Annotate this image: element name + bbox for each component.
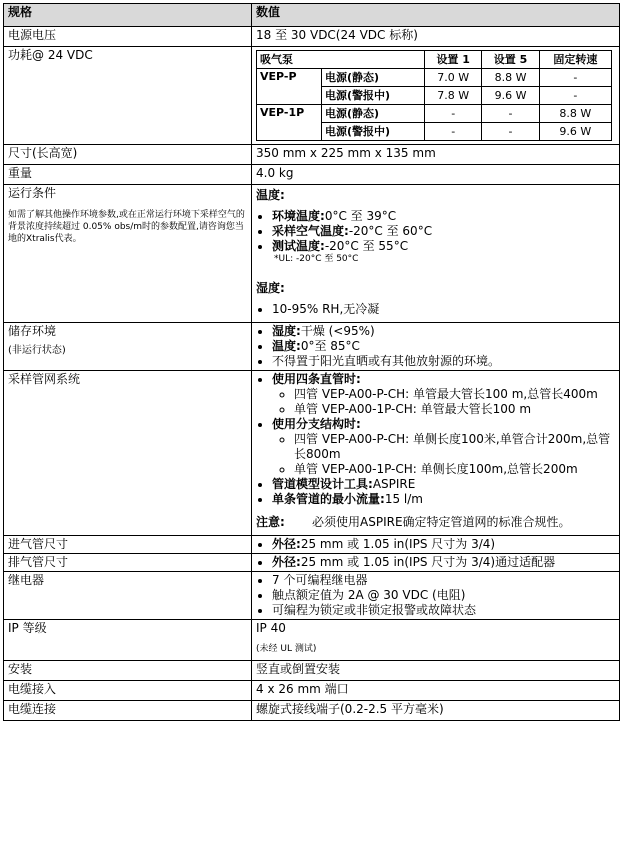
list-item xyxy=(272,372,615,417)
spacer xyxy=(256,265,615,279)
list-item xyxy=(272,417,615,477)
row-ip xyxy=(4,620,620,661)
power-value: - xyxy=(482,105,539,123)
power-header-fixed: 固定转速 xyxy=(539,51,611,69)
list-item: ◦ 单管 VEP-A00-1P-CH: 单管最大管长100 m xyxy=(294,402,615,417)
flow-label: 单条管道的最小流量: xyxy=(272,492,385,506)
value-size: 350 mm x 225 mm x 135 mm xyxy=(252,145,620,165)
value-power xyxy=(252,47,620,145)
power-model-vep-p: VEP-P xyxy=(257,69,322,105)
ul-note: *UL: -20°C 至 50°C xyxy=(274,254,359,264)
label-cable-in: 电缆接入 xyxy=(4,681,252,701)
inlet-list xyxy=(256,537,615,552)
label-storage: 储存环境 xyxy=(8,324,57,338)
row-cable-conn xyxy=(4,701,620,721)
list-item: ◦ 四管 VEP-A00-P-CH: 单侧长度100米,单管合计200m,总管长800m xyxy=(294,432,615,462)
branch-list xyxy=(272,432,615,477)
label-size: 尺寸(长高宽) xyxy=(4,145,252,165)
list-item xyxy=(272,339,615,354)
exhaust-od-label: 外径: xyxy=(272,555,301,569)
power-header-setting1: 设置 1 xyxy=(425,51,482,69)
label-storage-cell xyxy=(4,323,252,371)
list-item: • 不得置于阳光直晒或有其他放射源的环境。 xyxy=(272,354,615,369)
power-mode: 电源(静态) xyxy=(322,69,425,87)
list-item xyxy=(272,239,615,265)
exhaust-list xyxy=(256,555,615,570)
power-value: 9.6 W xyxy=(482,87,539,105)
power-value: 9.6 W xyxy=(539,123,611,141)
spacer xyxy=(256,317,615,321)
value-pipe xyxy=(252,371,620,536)
ambient-value: 0°C 至 39°C xyxy=(324,209,397,223)
row-inlet xyxy=(4,536,620,554)
list-item xyxy=(272,492,615,507)
pipe-note xyxy=(256,515,615,530)
list-item xyxy=(272,324,615,339)
storage-humidity-label: 湿度: xyxy=(272,324,301,338)
power-mode: 电源(警报中) xyxy=(322,87,425,105)
label-pipe: 采样管网系统 xyxy=(4,371,252,536)
header-value: 数值 xyxy=(252,4,620,27)
storage-humidity-value: 干燥 (<95%) xyxy=(300,324,375,338)
row-operating xyxy=(4,185,620,323)
model-value: ASPIRE xyxy=(372,477,416,491)
label-operating-cell xyxy=(4,185,252,323)
label-operating: 运行条件 xyxy=(8,186,57,200)
value-inlet xyxy=(252,536,620,554)
value-operating xyxy=(252,185,620,323)
spec-table xyxy=(3,3,620,721)
row-pipe xyxy=(4,371,620,536)
power-header-row xyxy=(257,51,612,69)
list-item xyxy=(272,209,615,224)
power-value: - xyxy=(425,105,482,123)
power-value: - xyxy=(539,87,611,105)
power-mode: 电源(静态) xyxy=(322,105,425,123)
power-value: 8.8 W xyxy=(539,105,611,123)
value-cable-in: 4 x 26 mm 端口 xyxy=(252,681,620,701)
note-label: 注意: xyxy=(256,515,285,529)
label-exhaust: 排气管尺寸 xyxy=(4,554,252,572)
storage-temp-label: 温度: xyxy=(272,339,301,353)
pipe-list xyxy=(256,372,615,507)
value-exhaust xyxy=(252,554,620,572)
row-weight xyxy=(4,165,620,185)
test-label: 测试温度: xyxy=(272,239,325,253)
power-row xyxy=(257,105,612,123)
header-spec: 规格 xyxy=(4,4,252,27)
list-item xyxy=(272,555,615,570)
relay-list xyxy=(256,573,615,618)
value-voltage: 18 至 30 VDC(24 VDC 标称) xyxy=(252,27,620,47)
humidity-heading: 湿度: xyxy=(256,281,285,295)
power-header-setting5: 设置 5 xyxy=(482,51,539,69)
list-item: ◦ 四管 VEP-A00-P-CH: 单管最大管长100 m,总管长400m xyxy=(294,387,615,402)
value-install: 竖直或倒置安装 xyxy=(252,661,620,681)
storage-temp-value: 0°至 85°C xyxy=(300,339,360,353)
row-install xyxy=(4,661,620,681)
power-model-vep-1p: VEP-1P xyxy=(257,105,322,141)
value-ip-cell xyxy=(252,620,620,661)
sampled-value: -20°C 至 60°C xyxy=(348,224,433,238)
power-row xyxy=(257,69,612,87)
power-header-pump: 吸气泵 xyxy=(257,51,425,69)
ambient-label: 环境温度: xyxy=(272,209,325,223)
sampled-label: 采样空气温度: xyxy=(272,224,349,238)
power-value: - xyxy=(425,123,482,141)
temp-list xyxy=(256,209,615,265)
list-item: • 7 个可编程继电器 xyxy=(272,573,615,588)
power-value: - xyxy=(482,123,539,141)
list-item xyxy=(272,224,615,239)
power-table xyxy=(256,50,612,141)
value-storage xyxy=(252,323,620,371)
row-cable-in xyxy=(4,681,620,701)
power-value: 7.8 W xyxy=(425,87,482,105)
value-relay xyxy=(252,572,620,620)
storage-list xyxy=(256,324,615,369)
label-install: 安装 xyxy=(4,661,252,681)
list-item: • 可编程为锁定或非锁定报警或故障状态 xyxy=(272,603,615,618)
row-exhaust xyxy=(4,554,620,572)
header-row xyxy=(4,4,620,27)
row-relay xyxy=(4,572,620,620)
spacer xyxy=(256,530,615,534)
note-value: 必须使用ASPIRE确定特定管道网的标准合规性。 xyxy=(312,515,571,529)
temp-heading: 温度: xyxy=(256,188,285,202)
label-voltage: 电源电压 xyxy=(4,27,252,47)
power-value: - xyxy=(539,69,611,87)
four-pipe-label: 使用四条直管时: xyxy=(272,372,361,386)
four-pipe-list xyxy=(272,387,615,417)
test-value: -20°C 至 55°C xyxy=(324,239,409,253)
label-power: 功耗@ 24 VDC xyxy=(4,47,252,145)
storage-sublabel: (非运行状态) xyxy=(8,345,66,356)
operating-note: 如需了解其他操作环境参数,或在正常运行环境下采样空气的背景浓度持续超过 0.05% obs/m时的参数配置,请咨询您当地的Xtralis代表。 xyxy=(8,210,245,244)
label-relay: 继电器 xyxy=(4,572,252,620)
row-power xyxy=(4,47,620,145)
exhaust-value: 25 mm 或 1.05 in(IPS 尺寸为 3/4)通过适配器 xyxy=(300,555,556,569)
inlet-value: 25 mm 或 1.05 in(IPS 尺寸为 3/4) xyxy=(300,537,496,551)
power-mode: 电源(警报中) xyxy=(322,123,425,141)
label-weight: 重量 xyxy=(4,165,252,185)
list-item: • 10-95% RH,无冷凝 xyxy=(272,302,615,317)
branch-label: 使用分支结构时: xyxy=(272,417,361,431)
list-item xyxy=(272,477,615,492)
list-item: ◦ 单管 VEP-A00-1P-CH: 单侧长度100m,总管长200m xyxy=(294,462,615,477)
ip-note: (未经 UL 测试) xyxy=(256,644,317,654)
label-inlet: 进气管尺寸 xyxy=(4,536,252,554)
model-label: 管道模型设计工具: xyxy=(272,477,373,491)
label-ip: IP 等级 xyxy=(4,620,252,661)
row-size xyxy=(4,145,620,165)
row-storage xyxy=(4,323,620,371)
power-value: 7.0 W xyxy=(425,69,482,87)
inlet-od-label: 外径: xyxy=(272,537,301,551)
row-voltage xyxy=(4,27,620,47)
value-ip: IP 40 xyxy=(256,621,286,635)
flow-value: 15 l/m xyxy=(384,492,423,506)
label-cable-conn: 电缆连接 xyxy=(4,701,252,721)
list-item xyxy=(272,537,615,552)
list-item: • 触点额定值为 2A @ 30 VDC (电阻) xyxy=(272,588,615,603)
value-weight: 4.0 kg xyxy=(252,165,620,185)
power-value: 8.8 W xyxy=(482,69,539,87)
value-cable-conn: 螺旋式接线端子(0.2-2.5 平方毫米) xyxy=(252,701,620,721)
humidity-list xyxy=(256,302,615,317)
